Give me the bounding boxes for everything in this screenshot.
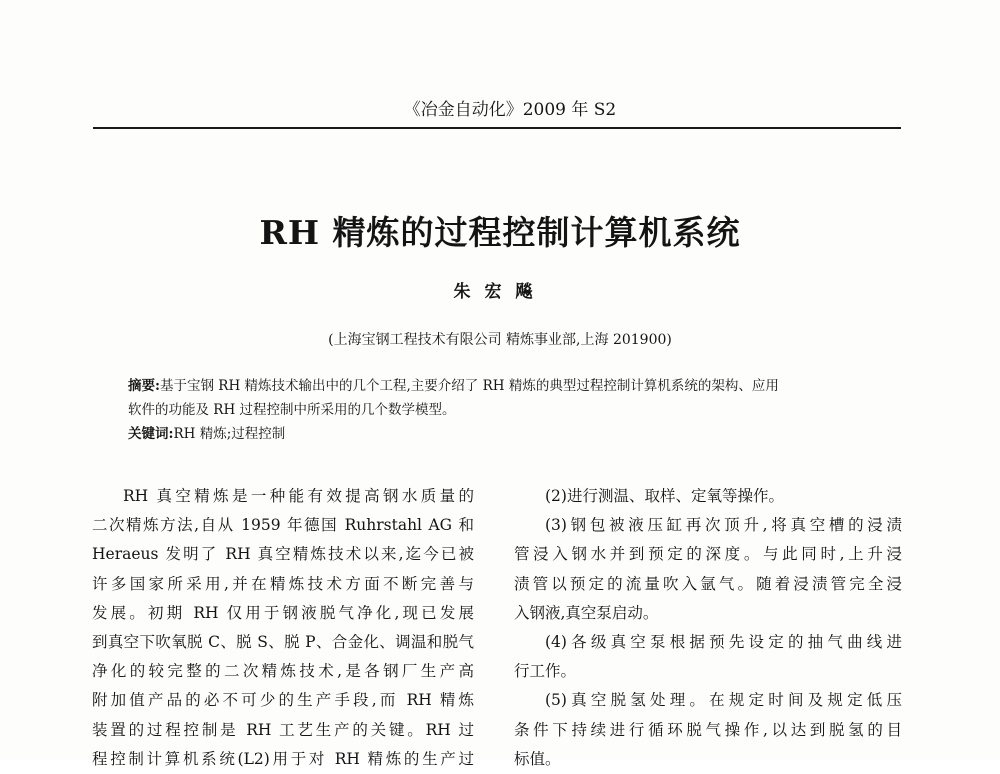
body-left-line: RH 真空精炼是一种能有效提高钢水质量的 (123, 487, 474, 505)
body-right-line: (3)钢包被液压缸再次顶升,将真空槽的浸渍 (545, 516, 902, 535)
abstract-line-1 (128, 374, 888, 398)
body-left-line: 到真空下吹氧脱 C、脱 S、脱 P、合金化、调温和脱气 (92, 633, 474, 652)
abstract-block (128, 374, 888, 446)
body-left-line: Heraeus 发明了 RH 真空精炼技术以来,迄今已被 (92, 545, 474, 564)
body-right-line: (2)进行测温、取样、定氧等操作。 (545, 487, 784, 505)
body-right-line: (4)各级真空泵根据预先设定的抽气曲线进 (545, 633, 902, 652)
body-right-line: (5)真空脱氢处理。在规定时间及规定低压 (545, 691, 902, 710)
body-left-line: 发展。初期 RH 仅用于钢液脱气净化,现已发展 (92, 603, 474, 622)
body-left-line: 附加值产品的必不可少的生产手段,而 RH 精炼 (92, 691, 474, 710)
body-right-line: 入钢液,真空泵启动。 (514, 603, 659, 622)
paper-title: RH 精炼的过程控制计算机系统 (259, 213, 741, 252)
header-rule (93, 127, 901, 129)
author-affiliation: (上海宝钢工程技术有限公司 精炼事业部,上海 201900) (328, 332, 672, 348)
abstract-label: 摘要: (128, 378, 160, 394)
abstract-text-1: 基于宝钢 RH 精炼技术输出中的几个工程,主要介绍了 RH 精炼的典型过程控制计算机系统的架构、应用 (159, 378, 779, 394)
body-right-line: 管浸入钢水并到预定的深度。与此同时,上升浸 (514, 545, 902, 564)
body-left-line: 净化的较完整的二次精炼技术,是各钢厂生产高 (92, 662, 474, 681)
body-column-right (514, 482, 902, 774)
body-right-line: 行工作。 (514, 662, 577, 681)
body-right-line: 标值。 (514, 749, 561, 768)
body-right-line: 渍管以预定的流量吹入氩气。随着浸渍管完全浸 (514, 574, 902, 593)
keywords-text: RH 精炼;过程控制 (173, 426, 286, 442)
body-left-line: 许多国家所采用,并在精炼技术方面不断完善与 (92, 574, 474, 593)
keywords-line (128, 422, 888, 446)
body-left-line: 程控制计算机系统(L2)用于对 RH 精炼的生产过 (92, 749, 474, 768)
body-column-left (92, 482, 474, 774)
author-name: 朱宏飚 (453, 282, 547, 302)
body-left-line: 装置的过程控制是 RH 工艺生产的关键。RH 过 (92, 720, 474, 739)
body-left-line: 二次精炼方法,自从 1959 年德国 Ruhrstahl AG 和 (92, 516, 474, 535)
body-right-line: 条件下持续进行循环脱气操作,以达到脱氢的目 (514, 720, 902, 739)
journal-header: 《冶金自动化》2009 年 S2 (403, 100, 617, 120)
abstract-line-2: 软件的功能及 RH 过程控制中所采用的几个数学模型。 (128, 402, 456, 418)
keywords-label: 关键词: (128, 426, 174, 442)
